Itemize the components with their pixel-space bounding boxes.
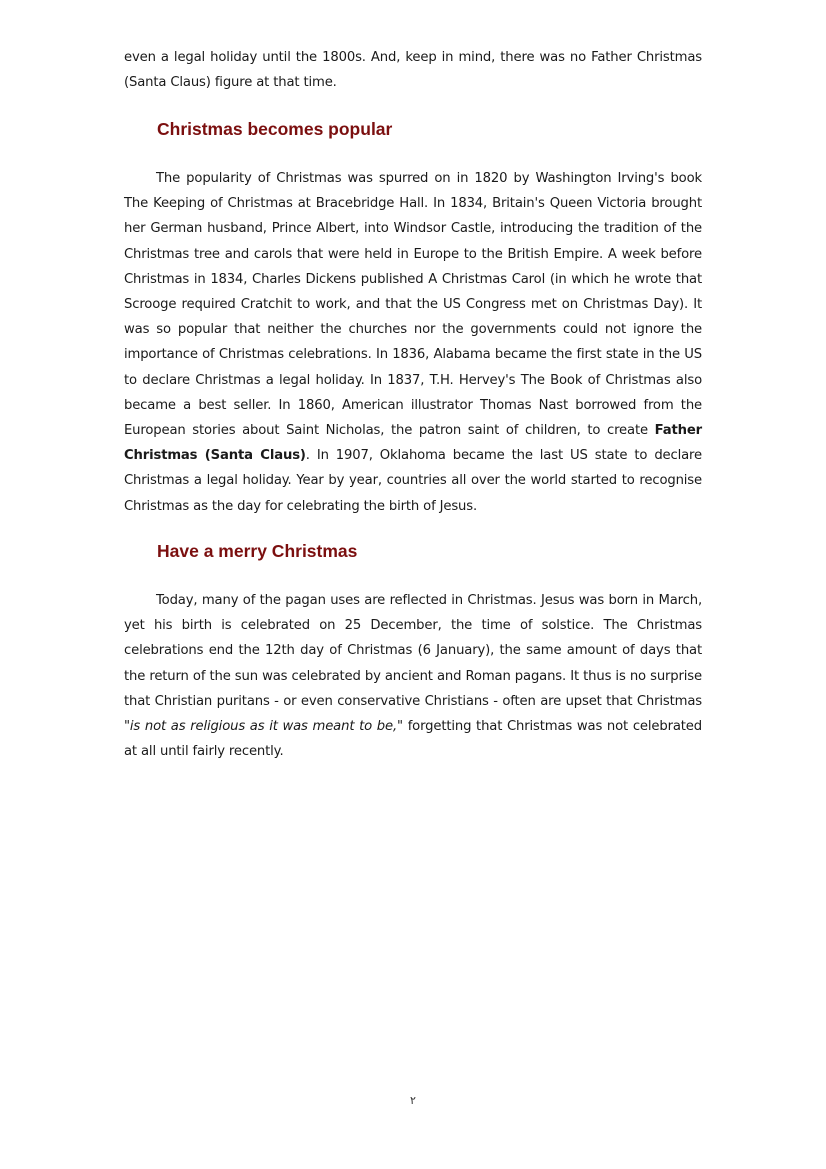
paragraph-text: Today, many of the pagan uses are reflected in Christmas. Jesus was born in March, yet his birth is celebrated on 25 December, the time of solstice. The Christmas celebrations end the 12th day of Christmas (6 January), the same amount of days that the return of the sun was celebrated by ancient and Roman pagans. It thus is no surprise that Christian puritans - or even conservative Christians - often are upset that Christmas <box>124 593 702 709</box>
paragraph-text: The popularity of Christmas was spurred on in 1820 by Washington Irving's book The Keeping of Christmas at Bracebridge Hall. In 1834, Britain's Queen Victoria brought her German husband, Prince Albert, into Windsor Castle, introducing the tradition of the Christmas tree and carols that were held in Europe to the British Empire. A week before Christmas in 1834, Charles Dickens published A Christmas Carol (in which he wrote that Scrooge required Cratchit to work, and that the US Congress met on Christmas Day). It was so popular that neither the churches nor the governments could not ignore the importance of Christmas celebrations. In 1836, Alabama became the first state in the US to declare Christmas a legal holiday. In 1837, T.H. Hervey's The Book of Christmas also became a best seller. In 1860, American illustrator Thomas Nast borrowed from the European stories about Saint Nicholas, the patron saint of children, to create <box>124 171 702 439</box>
paragraph-italic-quote: "is not as religious as it was meant to be," <box>124 719 403 735</box>
intro-paragraph: even a legal holiday until the 1800s. And, keep in mind, there was no Father Christmas (Santa Claus) figure at that time. <box>124 50 702 91</box>
section-heading-christmas-becomes-popular: Christmas becomes popular <box>157 119 393 139</box>
section-heading-have-a-merry-christmas: Have a merry Christmas <box>157 541 358 561</box>
section-paragraph-christmas-becomes-popular <box>124 166 702 519</box>
paragraph-bold-text: Father Christmas (Santa Claus) <box>124 423 702 464</box>
section-paragraph-have-a-merry-christmas <box>124 588 702 764</box>
paragraph-text: . In 1907, Oklahoma became the last US state to declare Christmas a legal holiday. Year by year, countries all over the world started to recognise Christmas as the day for celebrating the birth of Jesus. <box>124 448 703 514</box>
paragraph-text: forgetting that Christmas was not celebrated at all until fairly recently. <box>124 719 702 760</box>
page-number: ٢ <box>410 1094 416 1107</box>
